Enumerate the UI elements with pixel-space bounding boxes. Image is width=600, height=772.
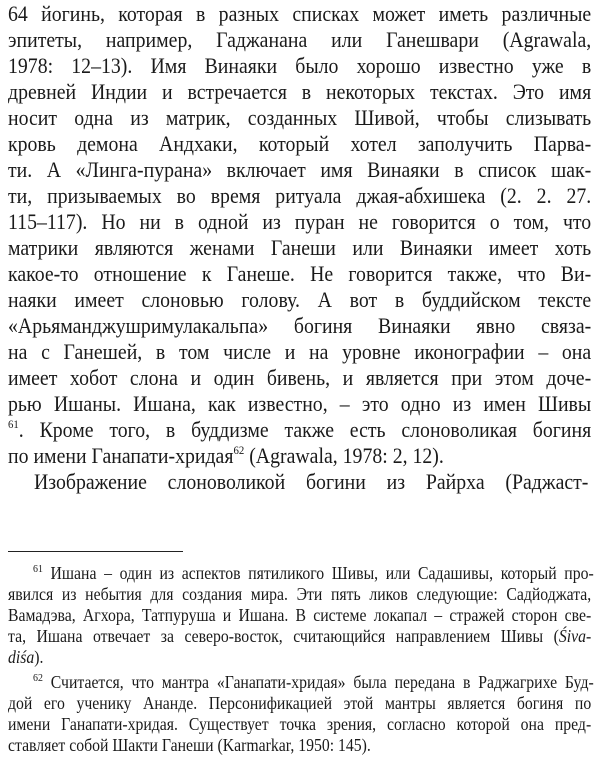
footnote-number: 62 xyxy=(33,672,43,684)
footnote-62-line: ставляет собой Шакти Ганеши (Karmarkar, 1950: 145). xyxy=(8,735,371,755)
text-line: наяки имеет слоновью голову. А вот в буддийском тексте xyxy=(8,287,592,312)
footnote-61-line xyxy=(33,563,594,584)
footnote-number: 61 xyxy=(33,563,43,575)
footnotes xyxy=(8,563,600,756)
footnote-62-line: дой его ученику Ананде. Персонификацией этой мантры является богиня по xyxy=(8,693,592,713)
footnote-ref-62[interactable]: 62 xyxy=(233,443,245,457)
text-line: имеет хобот слона и один бивень, и является при этом доче- xyxy=(8,365,592,390)
text-segment: (Agrawala, 1978: 2, 12). xyxy=(244,443,444,468)
text-line: ти, призываемых во время ритуала джая-абхишека (2. 2. 27. xyxy=(8,183,592,208)
italic-term: Śiva- xyxy=(558,626,592,646)
text-line xyxy=(8,417,591,443)
footnote-divider xyxy=(8,551,183,552)
text-line: древней Индии и встречается в некоторых текстах. Это имя xyxy=(8,79,592,104)
main-text xyxy=(8,1,600,495)
text-line: 1978: 12–13). Имя Винаяки было хорошо известно уже в xyxy=(8,53,592,78)
text-segment: ). xyxy=(34,647,44,667)
text-line: носит одна из матрик, созданных Шивой, чтобы слизывать xyxy=(8,105,592,130)
footnote-61-line xyxy=(8,626,591,647)
italic-term: diśa xyxy=(8,647,35,667)
text-line: 115–117). Но ни в одной из пуран не говорится о том, что xyxy=(8,209,592,234)
text-line: рью Ишаны. Ишана, как известно, – это одно из имен Шивы xyxy=(8,391,592,416)
text-line: ти. А «Линга-пурана» включает имя Винаяки в список шак- xyxy=(8,157,592,182)
paragraph-start: Изображение слоноволикой богини из Райрха (Раджаст- xyxy=(34,469,589,494)
footnote-61-line: Вамадэва, Агхора, Татпуруша и Ишана. В системе локапал – стражей сторон све- xyxy=(8,605,592,625)
text-segment: . Кроме того, в буддизме также есть слоноволикая богиня xyxy=(18,417,592,442)
footnote-62-line: имени Ганапати-хридая. Существует точка зрения, согласно которой она пред- xyxy=(8,714,592,734)
text-segment: Считается, что мантра «Ганапати-хридая» была передана в Раджагрихе Буд- xyxy=(50,672,594,692)
text-line: 64 йогинь, которая в разных списках может иметь различные xyxy=(8,1,592,26)
text-line: «Арьяманджушримулакальпа» богиня Винаяки явно связа- xyxy=(8,313,592,338)
text-line xyxy=(8,443,591,469)
text-segment: по имени Ганапати-хридая xyxy=(8,443,234,468)
text-line: кровь демона Андхаки, который хотел заполучить Парва- xyxy=(8,131,592,156)
footnote-ref-61[interactable]: 61 xyxy=(8,417,19,431)
text-segment: Ишана – один из аспектов пятиликого Шивы, или Садашивы, который про- xyxy=(50,563,594,583)
text-line: матрики являются женами Ганеши или Винаяки имеет хоть xyxy=(8,235,592,260)
text-line: на с Ганешей, в том числе и на уровне иконографии – она xyxy=(8,339,592,364)
text-line: какое-то отношение к Ганеше. Не говорится также, что Ви- xyxy=(8,261,592,286)
footnote-61-line xyxy=(8,647,591,668)
text-segment: та, Ишана отвечает за северо-восток, считающийся направлением Шивы ( xyxy=(8,626,559,646)
footnote-61-line: явился из небытия для создания мира. Эти пять ликов следующие: Садйоджата, xyxy=(8,584,592,604)
text-line: эпитеты, например, Гаджанана или Ганешвари (Agrawala, xyxy=(8,27,592,52)
footnote-62-line xyxy=(33,672,594,693)
